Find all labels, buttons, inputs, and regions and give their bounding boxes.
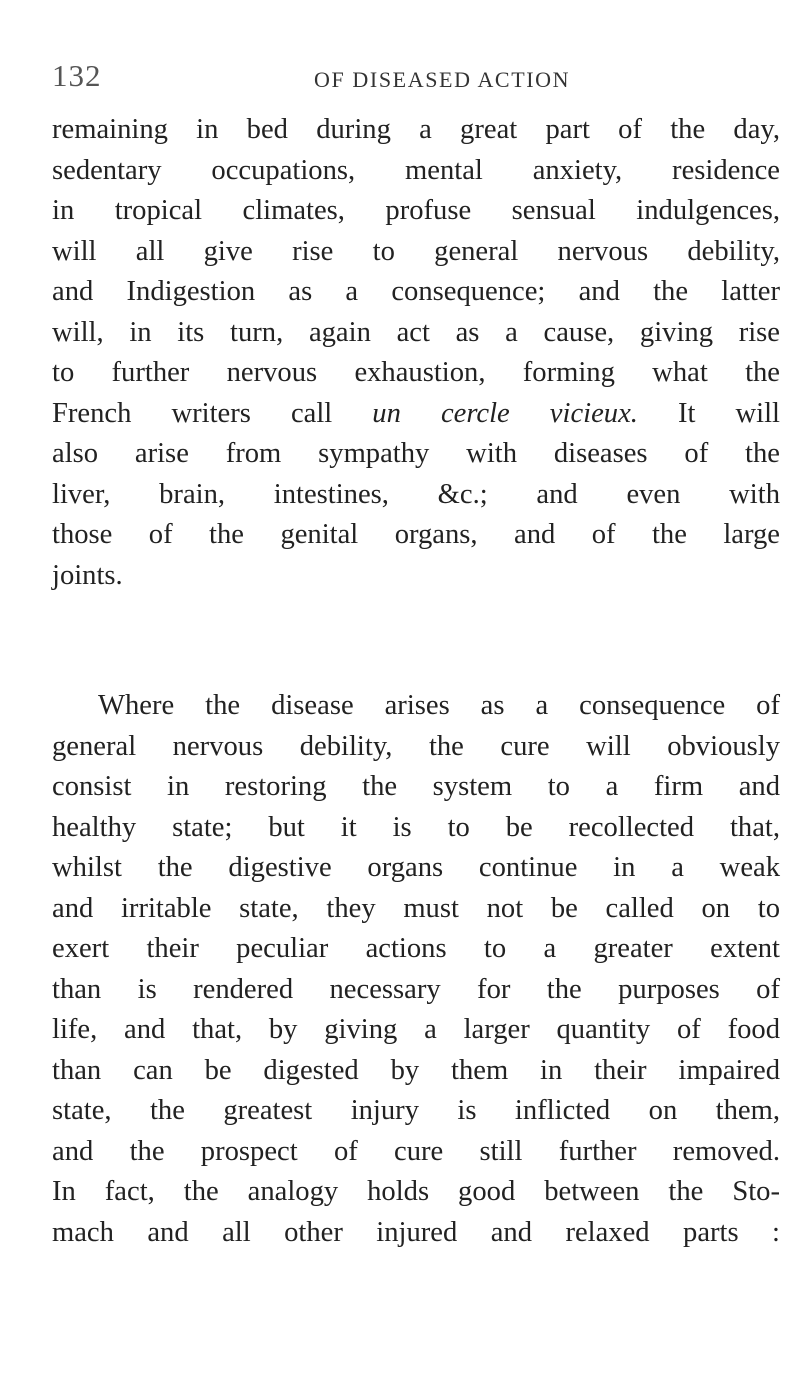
text-line: healthy state; but it is to be recollected that, (52, 811, 780, 843)
text-line: than can be digested by them in their impaired (52, 1054, 780, 1086)
text-line: mach and all other injured and relaxed parts : (52, 1216, 780, 1248)
text-line: life, and that, by giving a larger quantity of food (52, 1014, 780, 1045)
text-line-with-italic (52, 394, 780, 435)
paragraph-2 (52, 686, 780, 1253)
text-line: and irritable state, they must not be called on to (52, 892, 780, 924)
paragraph-1 (52, 110, 780, 596)
text-line: and Indigestion as a consequence; and the latter (52, 276, 780, 307)
text-line: general nervous debility, the cure will obviously (52, 730, 780, 762)
page-header (52, 58, 800, 98)
text-line: to further nervous exhaustion, forming what the (52, 357, 780, 388)
text-line: state, the greatest injury is inflicted on them, (52, 1095, 780, 1126)
text-line: those of the genital organs, and of the large (52, 519, 780, 550)
text-segment: It will (637, 397, 780, 429)
text-line: liver, brain, intestines, &c.; and even with (52, 478, 780, 510)
text-line: In fact, the analogy holds good between the Sto- (52, 1176, 780, 1207)
text-line: will, in its turn, again act as a cause, giving rise (52, 316, 780, 348)
text-line: joints. (52, 559, 123, 591)
text-line: consist in restoring the system to a firm and (52, 771, 780, 802)
text-line: exert their peculiar actions to a greater extent (52, 933, 780, 964)
text-line: Where the disease arises as a consequence of (98, 690, 780, 721)
text-line: than is rendered necessary for the purposes of (52, 973, 780, 1005)
italic-phrase: un cercle vicieux. (372, 397, 638, 429)
text-line: and the prospect of cure still further removed. (52, 1135, 780, 1167)
text-line: will all give rise to general nervous debility, (52, 235, 780, 267)
text-segment: French writers call (52, 397, 373, 429)
text-line: remaining in bed during a great part of the day, (52, 114, 780, 145)
running-title: OF DISEASED ACTION (314, 67, 571, 92)
text-line: in tropical climates, profuse sensual indulgences, (52, 195, 780, 226)
text-line: whilst the digestive organs continue in a weak (52, 852, 780, 883)
text-line: sedentary occupations, mental anxiety, residence (52, 154, 780, 186)
text-line: also arise from sympathy with diseases of the (52, 438, 780, 469)
page-number: 132 (52, 58, 102, 93)
